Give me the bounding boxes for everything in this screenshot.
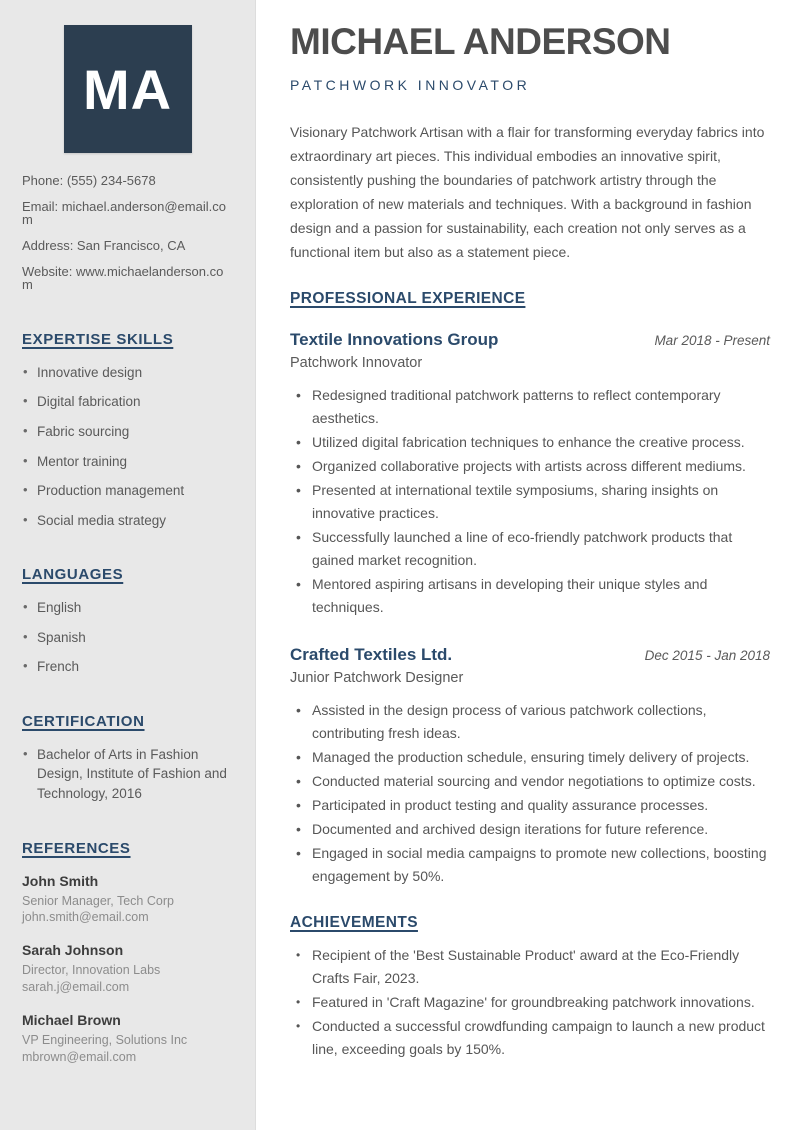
job-title: Junior Patchwork Designer (290, 669, 464, 686)
reference-name: Michael Brown (22, 1012, 121, 1029)
job-bullet: • Managed the production schedule, ensuring timely delivery of projects. (290, 746, 770, 769)
reference-email: john.smith@email.com (22, 910, 149, 925)
skill-item: • Production management (22, 481, 233, 501)
reference-name: John Smith (22, 872, 99, 889)
languages-heading: LANGUAGES (22, 566, 124, 584)
achievement-item: • Featured in 'Craft Magazine' for groundbreaking patchwork innovations. (290, 991, 770, 1014)
job-bullet-list (290, 699, 770, 888)
skills-section (22, 331, 233, 530)
references-section (22, 840, 233, 1066)
achievement-item: • Recipient of the 'Best Sustainable Product' award at the Eco-Friendly Crafts Fair, 2023. (290, 944, 770, 990)
reference-entry (22, 873, 233, 927)
job-bullet: • Conducted material sourcing and vendor negotiations to optimize costs. (290, 770, 770, 793)
languages-list (22, 598, 233, 677)
reference-title: Director, Innovation Labs (22, 963, 161, 978)
achievements-heading: ACHIEVEMENTS (290, 913, 418, 931)
job-dates: Dec 2015 - Jan 2018 (644, 647, 770, 663)
job-bullet: • Documented and archived design iterations for future reference. (290, 818, 770, 841)
job-bullet-list (290, 384, 770, 619)
job-entry (290, 330, 770, 619)
job-bullet: • Engaged in social media campaigns to promote new collections, boosting engagement by 50%. (290, 842, 770, 888)
experience-heading: PROFESSIONAL EXPERIENCE (290, 289, 526, 307)
avatar (64, 25, 192, 153)
job-entry (290, 645, 770, 888)
job-bullet: • Organized collaborative projects with artists across different mediums. (290, 455, 770, 478)
reference-title: VP Engineering, Solutions Inc (22, 1033, 188, 1048)
certification-list (22, 745, 233, 804)
person-name: MICHAEL ANDERSON (290, 21, 671, 62)
job-company: Crafted Textiles Ltd. (290, 644, 453, 664)
job-bullet: • Mentored aspiring artisans in developing their unique styles and techniques. (290, 573, 770, 619)
job-bullet: • Participated in product testing and quality assurance processes. (290, 794, 770, 817)
contact-phone: Phone: (555) 234-5678 (22, 173, 156, 188)
summary-paragraph: Visionary Patchwork Artisan with a flair for transforming everyday fabrics into extraordinary art pieces. This individual embodies an innovative spirit, consistently pushing the boundaries of patchwork artistry through the exploration of new materials and techniques. With a background in fashion design and a passion for sustainability, each creation not only serves as a functional item but also as a statement piece. (290, 123, 765, 260)
experience-section (290, 290, 770, 888)
main-content (256, 0, 800, 1130)
language-item: • Spanish (22, 628, 233, 648)
skill-item: • Digital fabrication (22, 392, 233, 412)
achievement-item: • Conducted a successful crowdfunding campaign to launch a new product line, exceeding goals by 150%. (290, 1015, 770, 1061)
job-bullet: • Successfully launched a line of eco-friendly patchwork products that gained market recognition. (290, 526, 770, 572)
job-header (290, 645, 770, 665)
reference-email: sarah.j@email.com (22, 980, 130, 995)
contact-address: Address: San Francisco, CA (22, 237, 186, 253)
avatar-initials: MA (82, 57, 173, 121)
certification-item: • Bachelor of Arts in Fashion Design, Institute of Fashion and Technology, 2016 (22, 745, 233, 804)
job-title: Patchwork Innovator (290, 354, 423, 371)
job-company: Textile Innovations Group (290, 329, 499, 349)
job-dates: Mar 2018 - Present (654, 332, 770, 348)
skills-heading: EXPERTISE SKILLS (22, 330, 174, 348)
job-bullet: • Utilized digital fabrication techniques to enhance the creative process. (290, 431, 770, 454)
skill-item: • Innovative design (22, 363, 233, 383)
reference-name: Sarah Johnson (22, 942, 124, 959)
job-header (290, 330, 770, 350)
job-bullet: • Redesigned traditional patchwork patterns to reflect contemporary aesthetics. (290, 384, 770, 430)
reference-entry (22, 1012, 233, 1066)
reference-title: Senior Manager, Tech Corp (22, 893, 174, 908)
achievements-list (290, 944, 770, 1061)
references-heading: REFERENCES (22, 839, 131, 857)
language-item: • French (22, 657, 233, 677)
sidebar (0, 0, 256, 1130)
contact-email: Email: michael.anderson@email.com (22, 198, 226, 228)
reference-entry (22, 942, 233, 996)
contact-website: Website: www.michaelanderson.com (22, 263, 224, 293)
reference-email: mbrown@email.com (22, 1049, 137, 1064)
contact-info (22, 174, 233, 292)
certification-section (22, 713, 233, 804)
job-bullet: • Presented at international textile symposiums, sharing insights on innovative practices. (290, 479, 770, 525)
certification-heading: CERTIFICATION (22, 712, 145, 730)
language-item: • English (22, 598, 233, 618)
job-bullet: • Assisted in the design process of various patchwork collections, contributing fresh ideas. (290, 699, 770, 745)
person-role: PATCHWORK INNOVATOR (290, 76, 531, 93)
languages-section (22, 566, 233, 677)
skill-item: • Social media strategy (22, 511, 233, 531)
skills-list (22, 363, 233, 530)
skill-item: • Fabric sourcing (22, 422, 233, 442)
skill-item: • Mentor training (22, 452, 233, 472)
achievements-section (290, 914, 770, 1061)
